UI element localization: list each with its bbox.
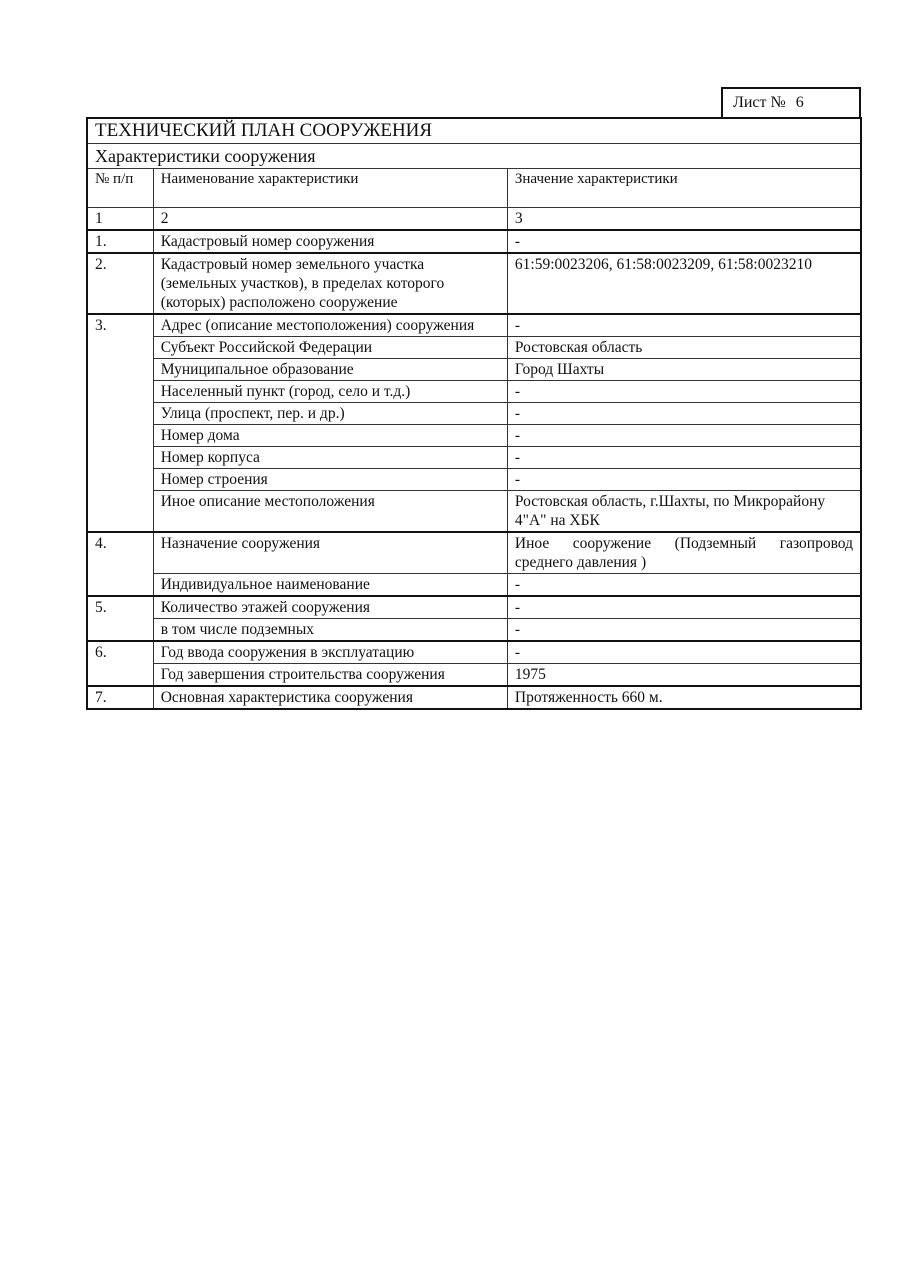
table-row [87,425,861,447]
table-row [87,491,861,533]
row-name: Адрес (описание местоположения) сооружения [153,314,507,337]
row-value: - [507,403,861,425]
row-number: 5. [87,596,153,641]
characteristics-table [86,117,862,710]
row-value: - [507,641,861,664]
table-row [87,641,861,664]
column-header-value: Значение характеристики [507,169,861,208]
row-name: Номер дома [153,425,507,447]
row-name: Субъект Российской Федерации [153,337,507,359]
column-number: 1 [87,208,153,231]
sheet-number-box [721,87,861,117]
row-value: Протяженность 660 м. [507,686,861,709]
column-header-num: № п/п [87,169,153,208]
row-value: - [507,230,861,253]
row-name: Назначение сооружения [153,532,507,574]
table-row [87,314,861,337]
table-row [87,381,861,403]
row-name: Индивидуальное наименование [153,574,507,597]
table-row [87,403,861,425]
table-row [87,686,861,709]
table-row [87,532,861,574]
column-header-name: Наименование характеристики [153,169,507,208]
row-name: Муниципальное образование [153,359,507,381]
row-name: Год ввода сооружения в эксплуатацию [153,641,507,664]
row-number: 2. [87,253,153,314]
row-value: - [507,381,861,403]
table-subtitle: Характеристики сооружения [87,144,861,169]
row-number: 3. [87,314,153,532]
row-name: Количество этажей сооружения [153,596,507,619]
row-name: Иное описание местоположения [153,491,507,533]
row-number: 7. [87,686,153,709]
table-row [87,359,861,381]
table-row [87,469,861,491]
row-name: Основная характеристика сооружения [153,686,507,709]
sheet-number: 6 [795,94,804,111]
table-row [87,664,861,687]
table-row [87,337,861,359]
row-value: Иное сооружение (Подземный газопровод среднего давления ) [507,532,861,574]
row-value: - [507,425,861,447]
row-value: - [507,469,861,491]
table-row [87,574,861,597]
row-number: 4. [87,532,153,596]
row-number: 6. [87,641,153,686]
row-value: 61:59:0023206, 61:58:0023209, 61:58:0023210 [507,253,861,314]
column-number: 3 [507,208,861,231]
row-value: - [507,574,861,597]
row-value: - [507,447,861,469]
row-name: Улица (проспект, пер. и др.) [153,403,507,425]
row-value: Ростовская область [507,337,861,359]
row-name: Кадастровый номер сооружения [153,230,507,253]
table-row [87,596,861,619]
row-value: - [507,619,861,642]
row-value: Ростовская область, г.Шахты, по Микрорайону 4"А" на ХБК [507,491,861,533]
row-value: - [507,596,861,619]
table-row [87,230,861,253]
row-value: Город Шахты [507,359,861,381]
row-name: Номер строения [153,469,507,491]
row-name: Кадастровый номер земельного участка (земельных участков), в пределах которого (которых) расположено сооружение [153,253,507,314]
table-row [87,253,861,314]
sheet-label: Лист № [733,94,786,111]
table-row [87,447,861,469]
row-name: Номер корпуса [153,447,507,469]
column-number: 2 [153,208,507,231]
row-number: 1. [87,230,153,253]
table-row [87,619,861,642]
row-name: Населенный пункт (город, село и т.д.) [153,381,507,403]
row-value: - [507,314,861,337]
row-name: Год завершения строительства сооружения [153,664,507,687]
document-title: ТЕХНИЧЕСКИЙ ПЛАН СООРУЖЕНИЯ [87,118,861,144]
row-value: 1975 [507,664,861,687]
row-name: в том числе подземных [153,619,507,642]
